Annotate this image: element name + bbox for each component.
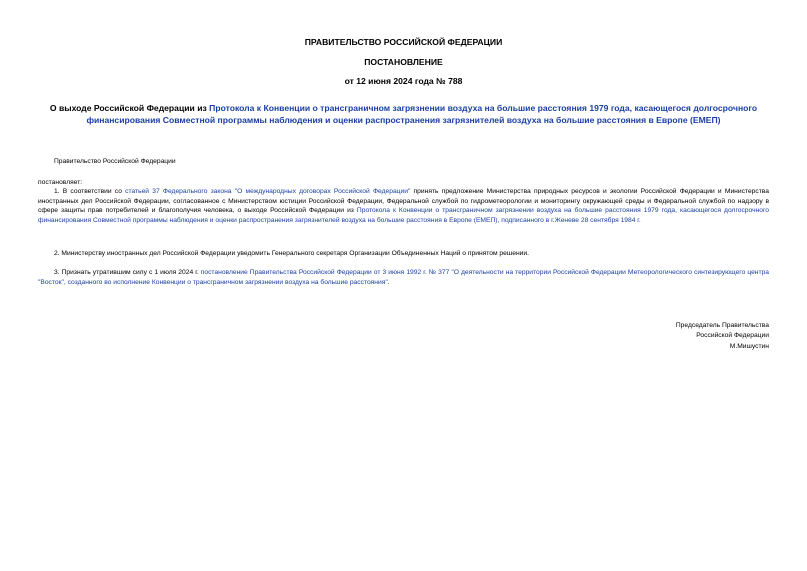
item-3-suffix: . [387, 278, 390, 286]
protocol-link[interactable]: Протокола к Конвенции о трансграничном загрязнении воздуха на большие расстояния 1979 года, касающегося долгосрочного финансирования Совместной программы наблюдения и оценки распространения загрязнителей воздуха на большие расстояния в Европе (ЕМЕП), подписанного в г.Женеве 28 сентября 1984 г. [38, 207, 769, 224]
signature-organization-line: Российской Федерации [696, 332, 769, 340]
title-prefix: О выходе Российской Федерации из [49, 103, 210, 113]
document-type: ПОСТАНОВЛЕНИЕ [364, 57, 443, 67]
item-3-prefix: 3. Признать утратившим силу с 1 июля 2024 г. [54, 269, 201, 276]
item-3-paragraph [38, 268, 769, 287]
item-1-middle: принять предложение Министерства природных ресурсов и экологии Российской Федерации и Министерства иностранных дел Российской Федерации, согласованное с Министерством юстиции Российской Федерации, Федеральной службой по гидрометеорологии и мониторингу окружающей среды и Федеральной службой по надзору в сфере защиты прав потребителей и благополучия человека, о выходе Российской Федерации из [38, 188, 769, 215]
signature-block [676, 321, 769, 352]
law-article-link[interactable]: статьей 37 Федерального закона "О международных договорах Российской Федерации" [125, 188, 411, 195]
signature-position-line: Председатель Правительства [675, 322, 769, 329]
decides-text: постановляет: [38, 179, 83, 186]
document-title [38, 103, 769, 126]
title-protocol-link[interactable]: Протокола к Конвенции о трансграничном загрязнении воздуха на большие расстояния 1979 года, касающегося долгосрочного финансирования Совместной программы наблюдения и оценки распространения загрязнителей воздуха на большие расстояния в Европе (ЕМЕП) [86, 103, 758, 125]
signature-name: М.Мишустин [729, 342, 769, 350]
item-1-prefix: 1. В соответствии со [54, 188, 126, 195]
document-date: от 12 июня 2024 года № 788 [344, 76, 463, 86]
government-header: ПРАВИТЕЛЬСТВО РОССИЙСКОЙ ФЕДЕРАЦИИ [304, 37, 503, 47]
resolution-link[interactable]: постановление Правительства Российской Федерации от 3 июня 1992 г. № 377 "О деятельности на территории Российской Федерации Метеорологического синтезирующего центра "Восток", созданного во исполнение Конвенции о трансграничном загрязнении воздуха на большие расстояния" [38, 269, 770, 286]
item-1-paragraph [38, 187, 769, 225]
intro-text: Правительство Российской Федерации [54, 158, 176, 165]
item-2-paragraph: 2. Министерству иностранных дел Российской Федерации уведомить Генерального секретаря Организации Объединенных Наций о принятом решении. [54, 250, 529, 257]
